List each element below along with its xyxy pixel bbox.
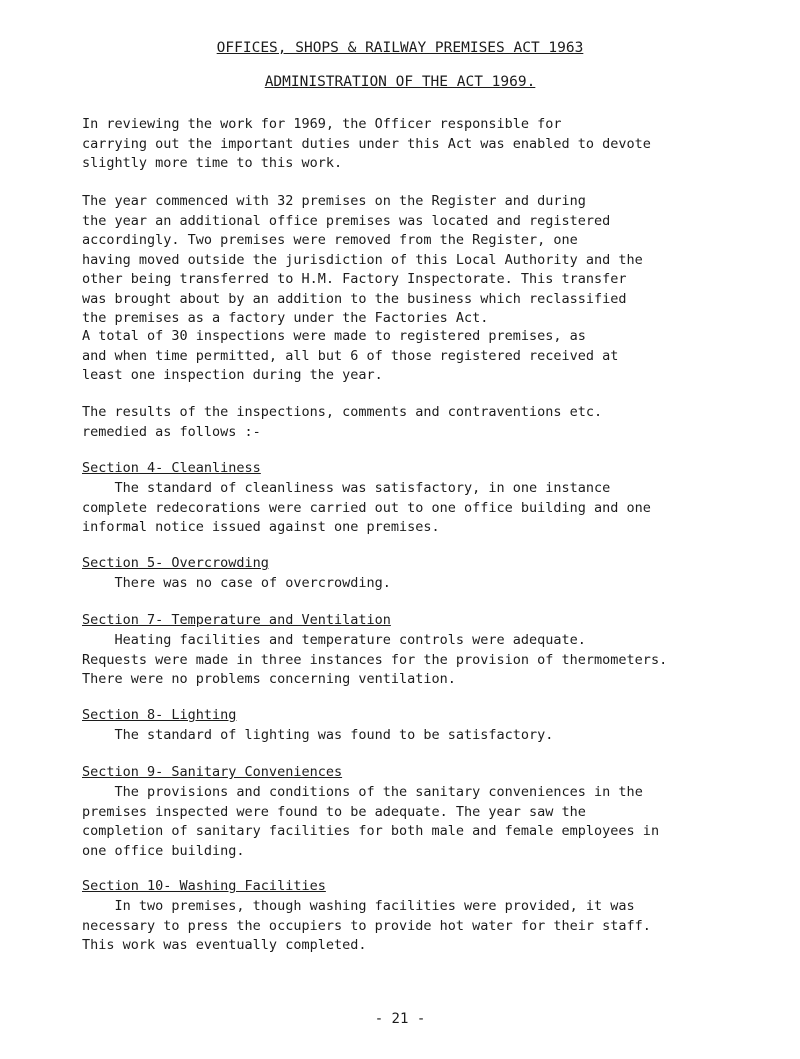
- section-5-body: There was no case of overcrowding.: [82, 575, 391, 591]
- section-7-title: Section 7- Temperature and Ventilation: [82, 612, 391, 628]
- section-8-title: Section 8- Lighting: [82, 707, 237, 723]
- section-10-body: In two premises, though washing facilities were provided, it was necessary to press the occupiers to provide hot water for their staff. This work was eventually completed.: [82, 898, 651, 953]
- act-title: OFFICES, SHOPS & RAILWAY PREMISES ACT 1963: [216, 40, 584, 56]
- admin-title: ADMINISTRATION OF THE ACT 1969.: [264, 74, 536, 90]
- register-paragraph: The year commenced with 32 premises on the Register and during the year an additional office premises was located and registered accordingly. Two premises were removed from the Register, one having moved outside the jurisdiction of this Local Authority and the other being transferred to H.M. Factory Inspectorate. This transfer was brought about by an addition to the business which reclassified the premises as a factory under the Factories Act.: [82, 193, 643, 326]
- section-4-body: The standard of cleanliness was satisfactory, in one instance complete redecorations were carried out to one office building and one informal notice issued against one premises.: [82, 480, 651, 535]
- results-paragraph: The results of the inspections, comments and contraventions etc. remedied as follows :-: [82, 404, 603, 440]
- section-4-title: Section 4- Cleanliness: [82, 460, 261, 476]
- inspections-paragraph: A total of 30 inspections were made to registered premises, as and when time permitted, all but 6 of those registered received at least one inspection during the year.: [82, 328, 619, 383]
- intro-paragraph: In reviewing the work for 1969, the Officer responsible for carrying out the important duties under this Act was enabled to devote slightly more time to this work.: [82, 116, 651, 171]
- section-8-body: The standard of lighting was found to be satisfactory.: [82, 727, 554, 743]
- section-7-body: Heating facilities and temperature controls were adequate. Requests were made in three instances for the provision of thermometers. There were no problems concerning ventilation.: [82, 632, 668, 687]
- page-number: - 21 -: [374, 1011, 426, 1027]
- section-9-body: The provisions and conditions of the sanitary conveniences in the premises inspected were found to be adequate. The year saw the completion of sanitary facilities for both male and female employees in one office building.: [82, 784, 660, 859]
- section-10-title: Section 10- Washing Facilities: [82, 878, 326, 894]
- section-9-title: Section 9- Sanitary Conveniences: [82, 764, 343, 780]
- section-5-title: Section 5- Overcrowding: [82, 555, 269, 571]
